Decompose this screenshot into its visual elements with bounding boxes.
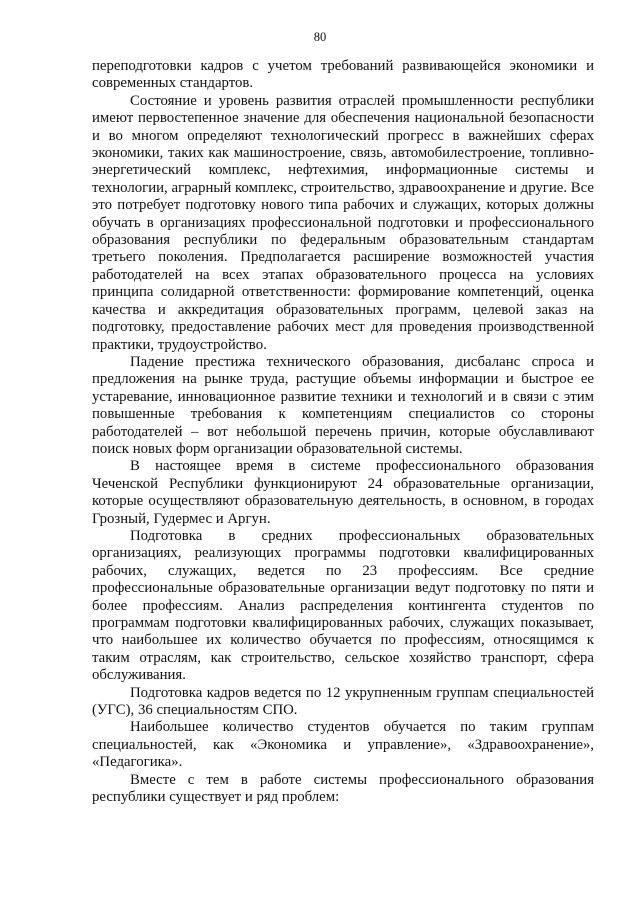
paragraph: Подготовка в средних профессиональных образовательных организациях, реализующих программы подготовки квалифицированных рабочих, служащих, ведется по 23 профессиям. Все средние профессиональные образовательные организации ведут подготовку по пяти и более профессиям. Анализ распределения контингента студентов по программам подготовки квалифицированных рабочих, служащих показывает, что наибольшее их количество обучается по профессиям, относящимся к таким отраслям, как строительство, сельское хозяйство транспорт, сфера обслуживания. (92, 527, 594, 684)
paragraph: Вместе с тем в работе системы профессионального образования республики существует и ряд проблем: (92, 771, 594, 806)
paragraph: В настоящее время в системе профессионального образования Чеченской Республики функционируют 24 образовательные организации, которые осуществляют образовательную деятельность, в основном, в городах Грозный, Гудермес и Аргун. (92, 458, 594, 527)
page-number: 80 (313, 30, 327, 44)
paragraph: Состояние и уровень развития отраслей промышленности республики имеют первостепенное значение для обеспечения национальной безопасности и во многом определяют технологический прогресс в важнейших сферах экономики, таких как машиностроение, связь, автомобилестроение, топливно-энергетический комплекс, нефтехимия, информационные системы и технологии, аграрный комплекс, строительство, здравоохранение и другие. Все это потребует подготовку нового типа рабочих и служащих, которых должны обучать в организациях профессиональной подготовки и профессионального образования республики по федеральным образовательным стандартам третьего поколения. Предполагается расширение возможностей участия работодателей на всех этапах образовательного процесса на условиях принципа солидарной ответственности: формирование компетенций, оценка качества и аккредитация образовательных программ, целевой заказ на подготовку, предоставление рабочих мест для проведения производственной практики, трудоустройство. (92, 92, 594, 353)
paragraph: Подготовка кадров ведется по 12 укрупненным группам специальностей (УГС), 36 специальностям СПО. (92, 684, 594, 719)
paragraph-continuation: переподготовки кадров с учетом требований развивающейся экономики и современных стандартов. (92, 58, 594, 92)
body-text (92, 58, 594, 806)
paragraph: Падение престижа технического образования, дисбаланс спроса и предложения на рынке труда, растущие объемы информации и быстрое ее устаревание, инновационное развитие техники и технологий и в связи с этим повышенные требования к компетенциям специалистов со стороны работодателей – вот небольшой перечень причин, которые обуславливают поиск новых форм организации образовательной системы. (92, 353, 594, 457)
paragraph: Наибольшее количество студентов обучается по таким группам специальностей, как «Экономика и управление», «Здравоохранение», «Педагогика». (92, 719, 594, 771)
